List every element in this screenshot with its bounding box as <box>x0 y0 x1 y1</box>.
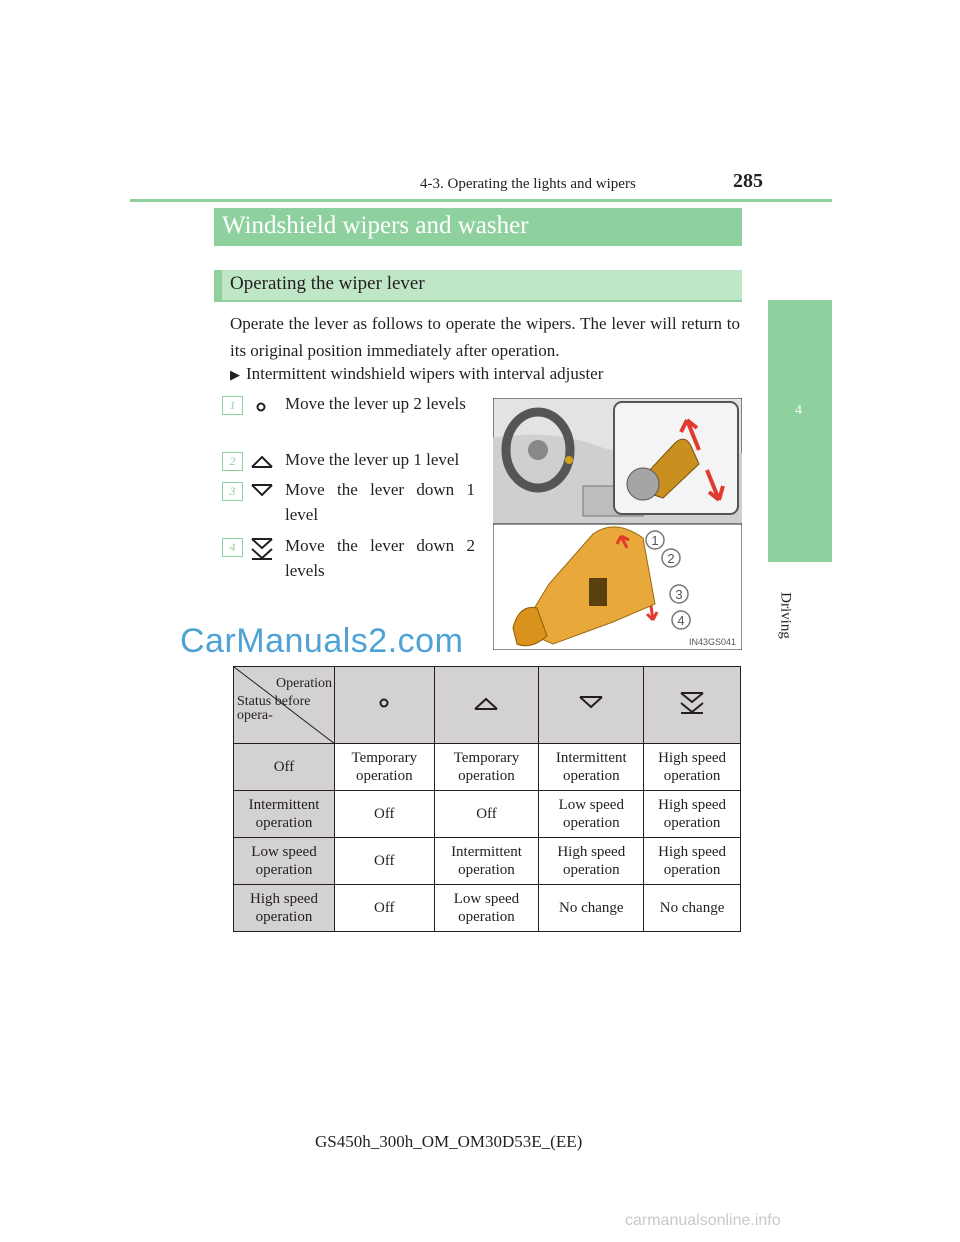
table-row <box>234 791 741 838</box>
callout-1-label: 1 <box>651 533 659 548</box>
table-cell: Low speed operation <box>434 885 539 932</box>
table-cell: No change <box>644 885 741 932</box>
row-status: High speed operation <box>234 885 335 932</box>
bullet-arrow-icon: ▶ <box>230 367 240 382</box>
chapter-label <box>775 587 795 647</box>
item-text: Move the lever up 2 levels <box>285 394 466 413</box>
item-text: Move the lever up 1 level <box>285 450 460 469</box>
item-text: Move the lever down 1 level <box>285 480 475 524</box>
item-number: 1 <box>222 396 243 415</box>
subtitle-accent <box>214 270 222 302</box>
table-row <box>234 744 741 791</box>
corner-operation-label: Operation <box>276 676 332 691</box>
table-cell: Low speed operation <box>539 791 644 838</box>
table-cell: Temporary operation <box>434 744 539 791</box>
item-text: Move the lever down 2 levels <box>285 536 475 580</box>
callout-2-label: 2 <box>667 551 675 566</box>
subtitle: Operating the wiper lever <box>230 273 425 294</box>
page-title: Windshield wipers and washer <box>222 212 529 239</box>
table-cell: Temporary operation <box>335 744 435 791</box>
header-rule <box>130 199 832 202</box>
col-header-down1 <box>539 667 644 744</box>
circle-icon <box>371 693 397 713</box>
table-header-row <box>234 667 741 744</box>
illustration-code: IN43GS041 <box>688 637 736 647</box>
down-chevron-icon <box>578 693 604 713</box>
illustration-graphic <box>493 398 742 650</box>
table-row <box>234 885 741 932</box>
site-watermark: carmanualsonline.info <box>625 1212 781 1229</box>
table-cell: Off <box>335 885 435 932</box>
table-cell: Intermittent operation <box>434 838 539 885</box>
col-header-down2 <box>644 667 741 744</box>
item-number: 3 <box>222 482 243 501</box>
table-row <box>234 838 741 885</box>
table-cell: Off <box>335 791 435 838</box>
double-down-chevron-icon <box>250 537 276 561</box>
section-reference: 4-3. Operating the lights and wipers <box>420 176 636 192</box>
double-down-chevron-icon <box>679 691 705 715</box>
chapter-tab <box>768 300 832 562</box>
watermark: CarManuals2.com <box>180 622 464 660</box>
row-status: Off <box>234 744 335 791</box>
page-number: 285 <box>733 170 763 192</box>
table-cell: No change <box>539 885 644 932</box>
up-chevron-icon <box>473 693 499 713</box>
corner-status-label: Status before opera- <box>237 694 311 723</box>
row-status: Intermittent operation <box>234 791 335 838</box>
up-chevron-icon <box>250 451 276 471</box>
chapter-label-text: Driving <box>777 592 794 639</box>
row-status: Low speed operation <box>234 838 335 885</box>
table-cell: High speed operation <box>644 838 741 885</box>
table-cell: High speed operation <box>644 744 741 791</box>
bullet-text: Intermittent windshield wipers with interval adjuster <box>246 364 604 383</box>
callout-3-label: 3 <box>675 587 683 602</box>
chapter-number: 4 <box>795 403 802 418</box>
circle-icon <box>250 395 276 415</box>
down-chevron-icon <box>250 481 276 501</box>
wiper-lever-illustration <box>493 398 742 650</box>
table-cell: High speed operation <box>539 838 644 885</box>
item-number: 4 <box>222 538 243 557</box>
item-number: 2 <box>222 452 243 471</box>
table-cell: High speed operation <box>644 791 741 838</box>
bullet-line <box>230 364 603 384</box>
intro-paragraph: Operate the lever as follows to operate the wipers. The lever will return to its original position immediately after operation. <box>230 314 740 360</box>
table-cell: Off <box>335 838 435 885</box>
col-header-up1 <box>434 667 539 744</box>
table-corner-cell <box>234 667 335 744</box>
wiper-operation-table <box>233 666 741 932</box>
document-code: GS450h_300h_OM_OM30D53E_(EE) <box>315 1132 583 1151</box>
table-cell: Intermittent operation <box>539 744 644 791</box>
col-header-up2 <box>335 667 435 744</box>
table-cell: Off <box>434 791 539 838</box>
callout-4-label: 4 <box>677 613 685 628</box>
